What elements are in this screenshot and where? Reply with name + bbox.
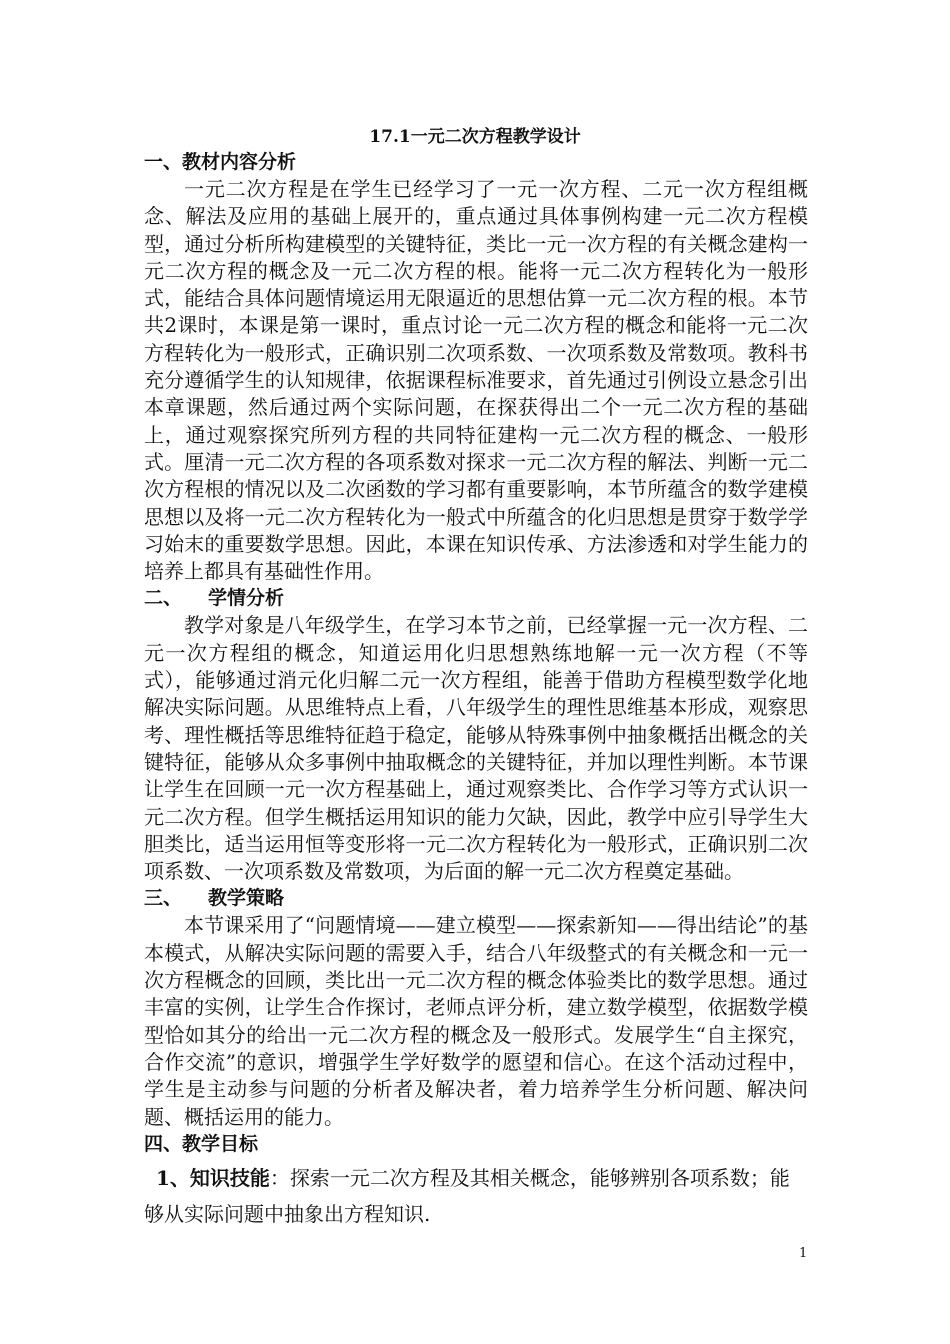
document-body — [144, 149, 808, 1232]
section-number-3: 三、 — [144, 887, 183, 910]
section-heading-4 — [144, 1131, 808, 1158]
section-number-1: 一、 — [144, 151, 183, 173]
section-heading-2 — [144, 585, 808, 612]
section-heading-3 — [144, 885, 808, 912]
goal-item-knowledge-skills — [144, 1160, 808, 1232]
section-number-4: 四、 — [144, 1132, 183, 1155]
section-paragraph-1: 一元二次方程是在学生已经学习了一元一次方程、二元一次方程组概念、解法及应用的基础上展开的，重点通过具体事例构建一元二次方程模型，通过分析所构建模型的关键特征，类比一元一次方程的有关概念建构一元二次方程的概念及一元二次方程的根。能将一元二次方程转化为一般形式，能结合具体问题情境运用无限逼近的思想估算一元二次方程的根。本节共2课时，本课是第一课时，重点讨论一元二次方程的概念和能将一元二次方程转化为一般形式，正确识别二次项系数、一次项系数及常数项。教科书充分遵循学生的认知规律，依据课程标准要求，首先通过引例设立悬念引出本章课题，然后通过两个实际问题，在探获得出二个一元二次方程的基础上，通过观察探究所列方程的共同特征建构一元二次方程的概念、一般形式。厘清一元二次方程的各项系数对探求一元二次方程的解法、判断一元二次方程根的情况以及二次函数的学习都有重要影响，本节所蕴含的数学建模思想以及将一元二次方程转化为一般式中所蕴含的化归思想是贯穿于数学学习始末的重要数学思想。因此，本课在知识传承、方法渗透和对学生能力的培养上都具有基础性作用。 — [144, 177, 808, 584]
section-number-2: 二、 — [144, 587, 183, 610]
page-number: 1 — [799, 1246, 808, 1261]
section-title-4: 教学目标 — [182, 1132, 259, 1155]
goal-text: ：探索一元二次方程及其相关概念，能够辨别各项系数；能够从实际问题中抽象出方程知识. — [144, 1165, 790, 1226]
section-title-3: 教学策略 — [208, 887, 285, 910]
goal-number: 1、 — [156, 1165, 190, 1190]
section-paragraph-3: 本节课采用了“问题情境——建立模型——探索新知——得出结论”的基本模式，从解决实际问题的需要入手，结合八年级整式的有关概念和一元一次方程概念的回顾，类比出一元二次方程的概念体验类比的数学思想。通过丰富的实例，让学生合作探讨，老师点评分析，建立数学模型，依据数学模型恰如其分的给出一元二次方程的概念及一般形式。发展学生“自主探究，合作交流”的意识，增强学生学好数学的愿望和信心。在这个活动过程中，学生是主动参与问题的分析者及解决者，着力培养学生分析问题、解决问题、概括运用的能力。 — [144, 913, 808, 1129]
document-title: 17.1一元二次方程教学设计 — [369, 127, 581, 147]
section-paragraph-2: 教学对象是八年级学生，在学习本节之前，已经掌握一元一次方程、二元一次方程组的概念，知道运用化归思想熟练地解一元一次方程（不等式），能够通过消元化归解二元一次方程组，能善于借助方程模型数学化地解决实际问题。从思维特点上看，八年级学生的理性思维基本形成，观察思考、理性概括等思维特征趋于稳定，能够从特殊事例中抽象概括出概念的关键特征，能够从众多事例中抽取概念的关键特征，并加以理性判断。本节课让学生在回顾一元一次方程基础上，通过观察类比、合作学习等方式认识一元二次方程。但学生概括运用知识的能力欠缺，因此，教学中应引导学生大胆类比，适当运用恒等变形将一元二次方程转化为一般形式，正确识别二次项系数、一次项系数及常数项，为后面的解一元二次方程奠定基础。 — [144, 613, 808, 884]
goal-label: 知识技能 — [189, 1165, 270, 1190]
section-title-2: 学情分析 — [208, 587, 285, 610]
section-title-1: 教材内容分析 — [182, 151, 297, 173]
section-heading-1 — [144, 149, 808, 176]
